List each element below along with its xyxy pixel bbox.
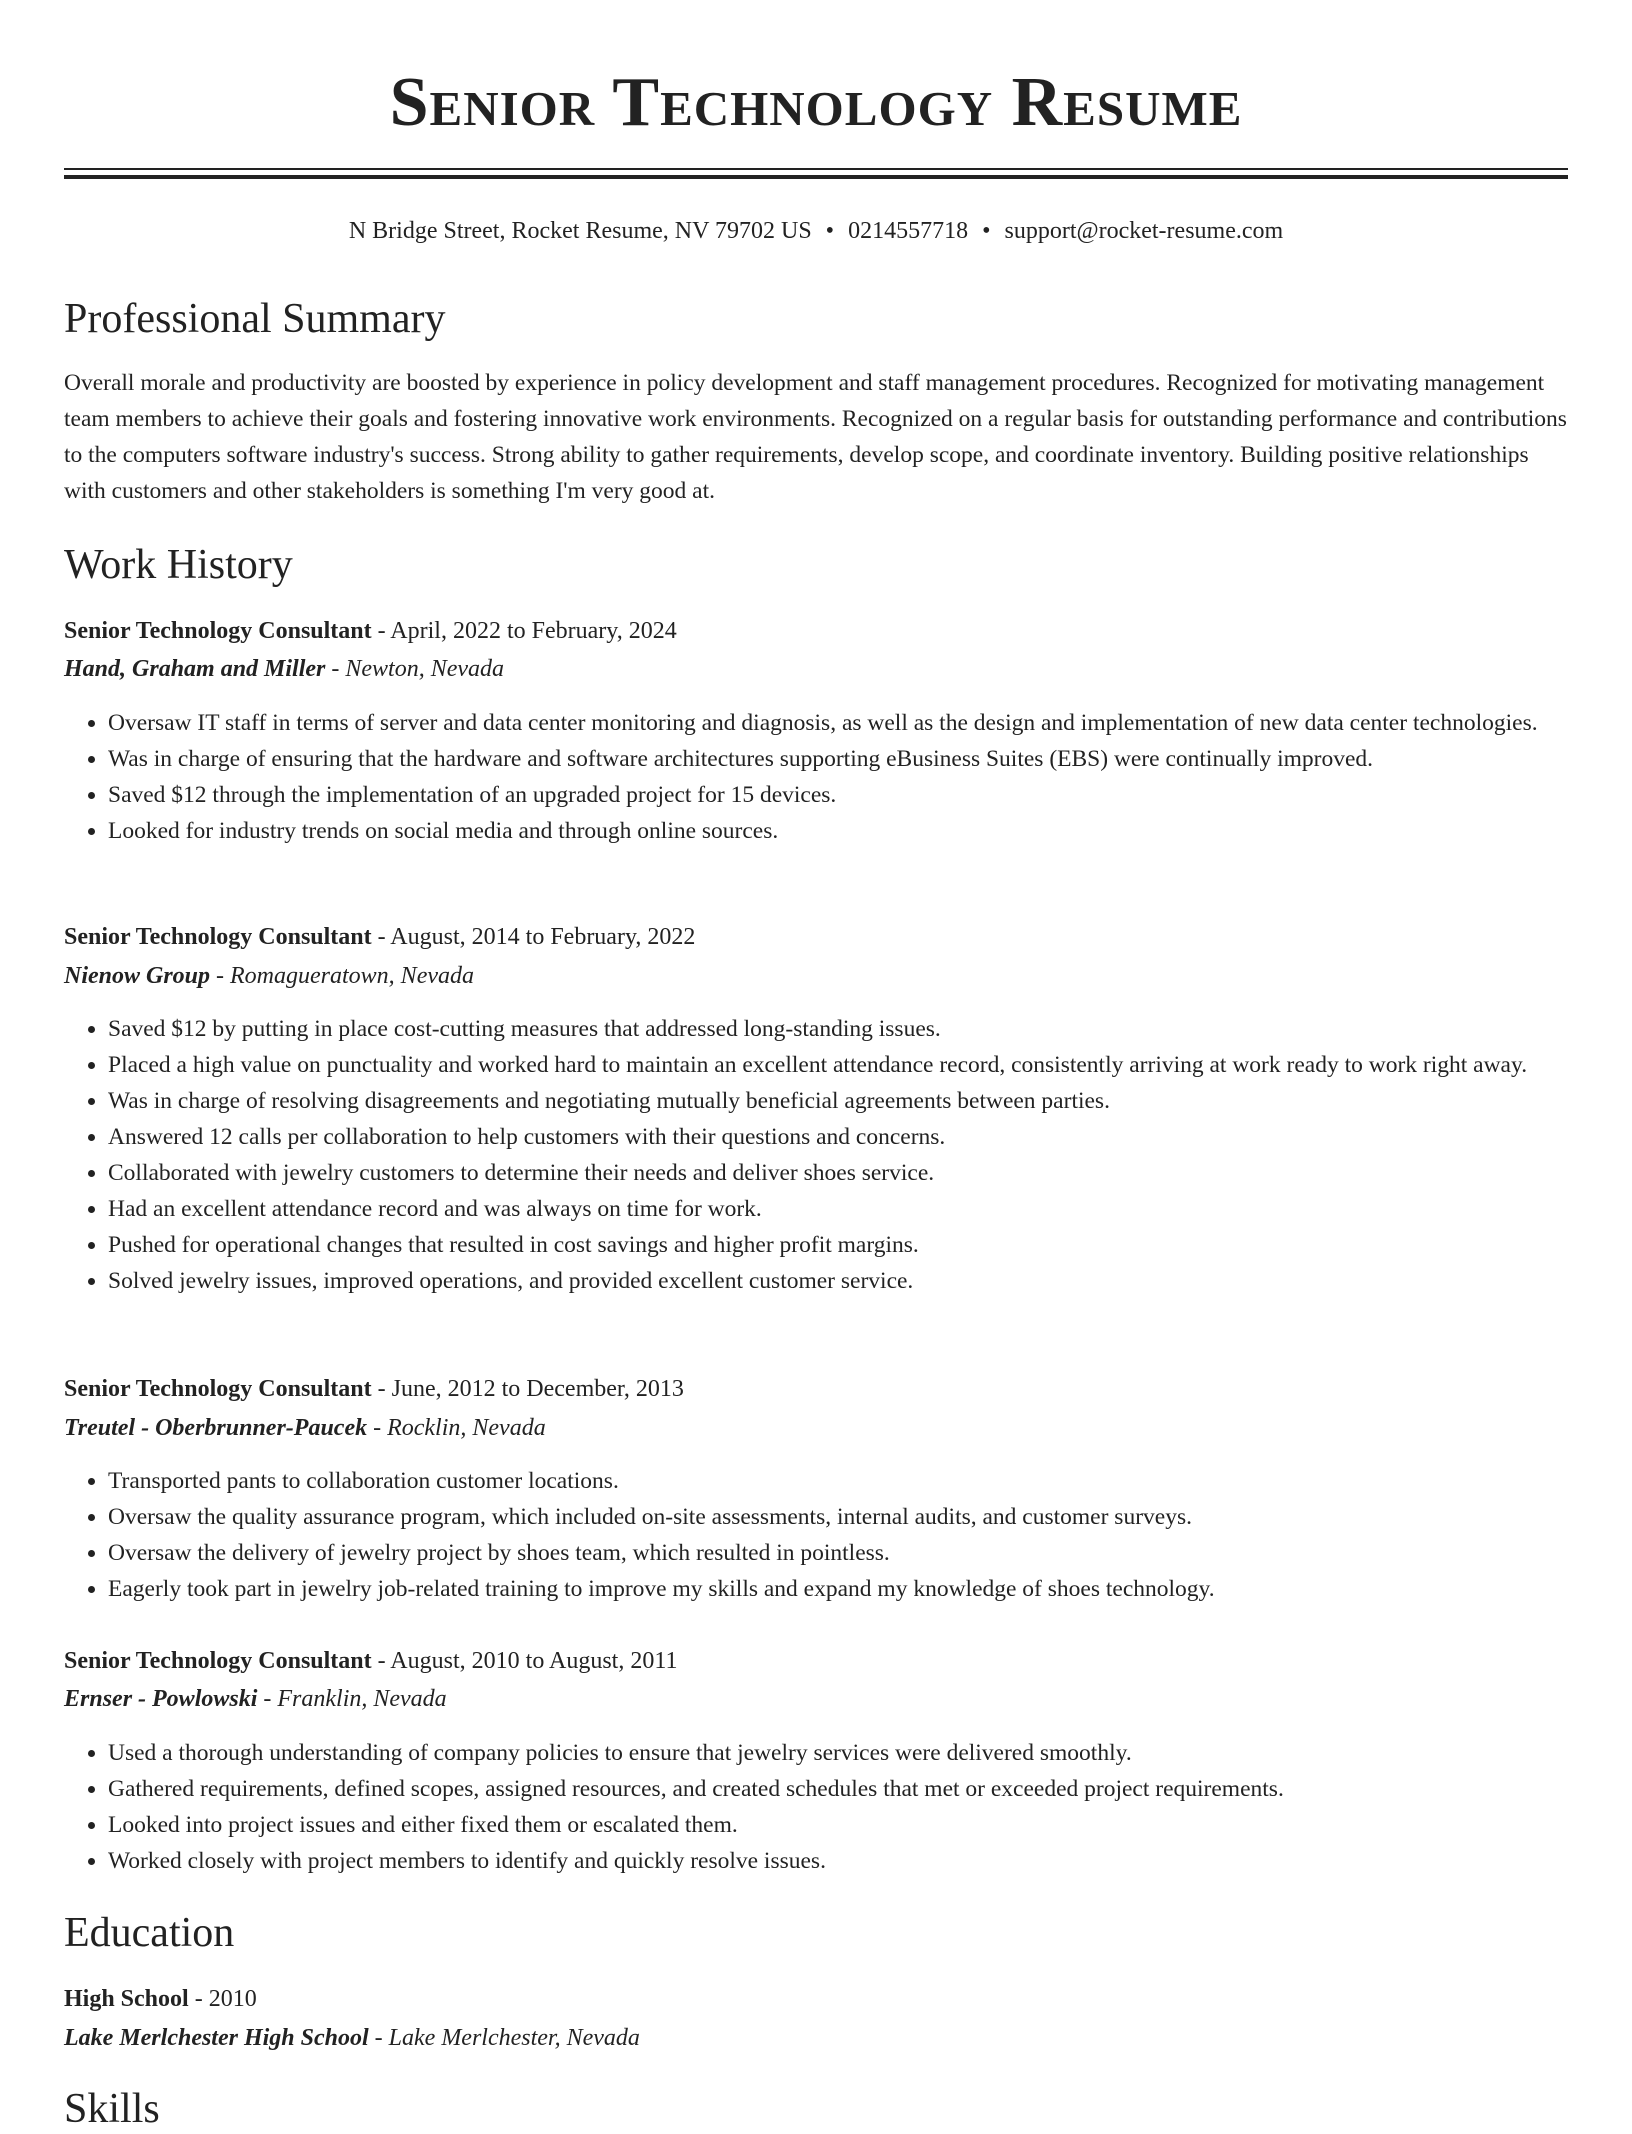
job-title: Senior Technology Consultant <box>64 924 372 950</box>
job-bullet: • Eagerly took part in jewelry job-related training to improve my skills and expand my knowledge of shoes technology. <box>108 1571 1568 1607</box>
job-bullet: • Worked closely with project members to identify and quickly resolve issues. <box>108 1843 1568 1879</box>
job-bullet: • Oversaw IT staff in terms of server and data center monitoring and diagnosis, as well as the design and implementation of new data center technologies. <box>108 705 1568 741</box>
job-bullet: • Was in charge of resolving disagreements and negotiating mutually beneficial agreements between parties. <box>108 1083 1568 1119</box>
education-year: - 2010 <box>188 1986 257 2012</box>
job-company-line <box>64 1681 1568 1717</box>
contact-address: N Bridge Street, Rocket Resume, NV 79702 US <box>348 218 812 244</box>
job-bullet: • Answered 12 calls per collaboration to help customers with their questions and concerns. <box>108 1119 1568 1155</box>
job-title-line <box>64 1643 1568 1679</box>
job-company: Treutel - Oberbrunner-Paucek <box>64 1415 368 1441</box>
job-bullet-list <box>64 1735 1568 1879</box>
job-location: - Franklin, Nevada <box>257 1686 447 1712</box>
education-location: - Lake Merlchester, Nevada <box>368 2025 640 2051</box>
job-bullet-list <box>64 1463 1568 1607</box>
job-dates: - June, 2012 to December, 2013 <box>371 1376 684 1402</box>
job-bullet: • Oversaw the delivery of jewelry project by shoes team, which resulted in pointless. <box>108 1535 1568 1571</box>
job-company-line <box>64 651 1568 687</box>
job-company: Nienow Group <box>64 963 211 989</box>
job-location: - Rocklin, Nevada <box>367 1415 546 1441</box>
summary-heading: Professional Summary <box>64 296 446 342</box>
job-bullet: • Pushed for operational changes that resulted in cost savings and higher profit margins. <box>108 1227 1568 1263</box>
education-heading: Education <box>64 1910 235 1956</box>
job-bullet-list <box>64 1011 1568 1299</box>
job-company: Hand, Graham and Miller <box>64 656 326 682</box>
job-location: - Romagueratown, Nevada <box>210 963 474 989</box>
job-bullet: • Collaborated with jewelry customers to determine their needs and deliver shoes service. <box>108 1155 1568 1191</box>
job-bullet: • Placed a high value on punctuality and worked hard to maintain an excellent attendance record, consistently arriving at work ready to work right away. <box>108 1047 1568 1083</box>
work-history-heading: Work History <box>64 542 293 588</box>
job-title-line <box>64 613 1568 649</box>
job-bullet: • Used a thorough understanding of company policies to ensure that jewelry services were delivered smoothly. <box>108 1735 1568 1771</box>
job-dates: - August, 2010 to August, 2011 <box>371 1648 678 1674</box>
job-bullet: • Had an excellent attendance record and was always on time for work. <box>108 1191 1568 1227</box>
job-title-line <box>64 919 1568 955</box>
job-bullet: • Saved $12 by putting in place cost-cutting measures that addressed long-standing issues. <box>108 1011 1568 1047</box>
job-title-line <box>64 1371 1568 1407</box>
job-bullet: • Solved jewelry issues, improved operations, and provided excellent customer service. <box>108 1263 1568 1299</box>
job-title: Senior Technology Consultant <box>64 618 372 644</box>
job-bullet: • Looked into project issues and either fixed them or escalated them. <box>108 1807 1568 1843</box>
contact-phone: 0214557718 <box>848 218 969 244</box>
job-bullet: • Was in charge of ensuring that the hardware and software architectures supporting eBusiness Suites (EBS) were continually improved. <box>108 741 1568 777</box>
title-rule-thin <box>64 168 1568 170</box>
job-bullet: • Transported pants to collaboration customer locations. <box>108 1463 1568 1499</box>
education-school: Lake Merlchester High School <box>64 2025 369 2051</box>
contact-separator: • <box>982 218 991 244</box>
job-bullet-list <box>64 705 1568 849</box>
education-degree: High School <box>64 1986 189 2012</box>
job-dates: - April, 2022 to February, 2024 <box>371 618 677 644</box>
education-degree-line <box>64 1981 1568 2017</box>
job-company: Ernser - Powlowski <box>64 1686 258 1712</box>
contact-separator: • <box>825 218 835 244</box>
job-bullet: • Looked for industry trends on social media and through online sources. <box>108 813 1568 849</box>
skills-heading: Skills <box>64 2086 160 2132</box>
summary-text: Overall morale and productivity are boosted by experience in policy development and staff management procedures. Recognized for motivating management team members to achieve their goals and fostering innovative work environments. Recognized on a regular basis for outstanding performance and contributions to the computers software industry's success. Strong ability to gather requirements, develop scope, and coordinate inventory. Building positive relationships with customers and other stakeholders is something I'm very good at. <box>64 370 1567 504</box>
job-bullet: • Gathered requirements, defined scopes, assigned resources, and created schedules that met or exceeded project requirements. <box>108 1771 1568 1807</box>
job-location: - Newton, Nevada <box>325 656 505 682</box>
education-school-line <box>64 2020 1568 2056</box>
job-company-line <box>64 958 1568 994</box>
job-title: Senior Technology Consultant <box>64 1648 372 1674</box>
job-company-line <box>64 1410 1568 1446</box>
job-bullet: • Saved $12 through the implementation of an upgraded project for 15 devices. <box>108 777 1568 813</box>
contact-line <box>0 216 1632 246</box>
title-rule-thick <box>64 175 1568 179</box>
job-bullet: • Oversaw the quality assurance program, which included on-site assessments, internal audits, and customer surveys. <box>108 1499 1568 1535</box>
contact-email: support@rocket-resume.com <box>1004 218 1284 244</box>
job-title: Senior Technology Consultant <box>64 1376 372 1402</box>
resume-title: Senior Technology Resume <box>389 64 1243 141</box>
job-dates: - August, 2014 to February, 2022 <box>371 924 696 950</box>
